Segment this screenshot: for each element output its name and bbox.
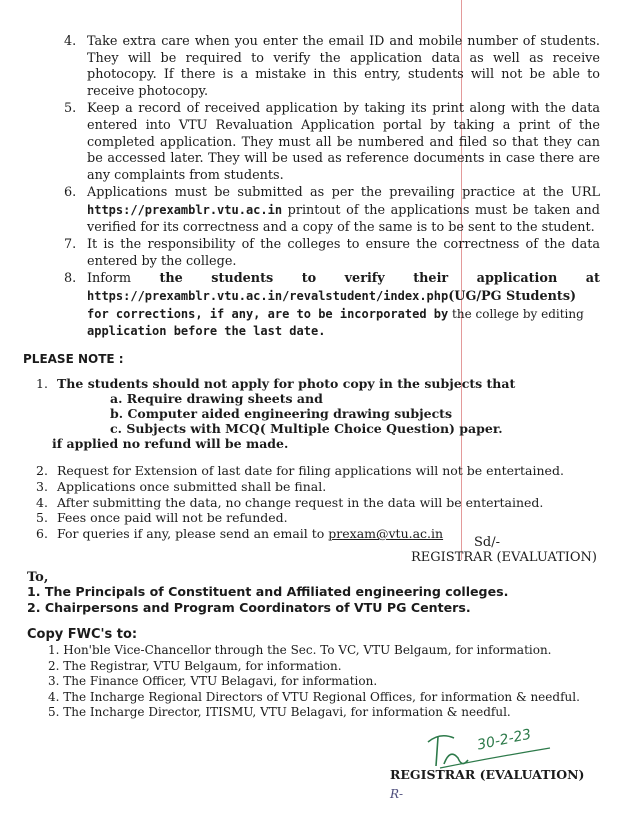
- instruction-item-4: 4. Take extra care when you enter the email ID and mobile number of students. They will be required to verify the application data as well as receive photocopy. If there is a mistake in this entry, students will not be able to receive photocopy.: [64, 34, 600, 99]
- exclusion-b: b. Computer aided engineering drawing subjects: [110, 406, 452, 421]
- to-item: 1. The Principals of Constituent and Affiliated engineering colleges.: [27, 584, 509, 599]
- no-refund-note: if applied no refund will be made.: [52, 436, 289, 451]
- copy-item: 1. Hon'ble Vice-Chancellor through the Sec. To VC, VTU Belgaum, for information.: [48, 643, 552, 657]
- instruction-item-6: 6. Applications must be submitted as per the prevailing practice at the URL https://prexamblr.vtu.ac.in printout of the applications must be taken and verified for its correctness and a copy of the same is to be sent to the student.: [64, 185, 600, 235]
- signature-title: REGISTRAR (EVALUATION): [411, 550, 597, 565]
- copy-item: 3. The Finance Officer, VTU Belagavi, for information.: [48, 674, 378, 688]
- copy-heading: Copy FWC's to:: [27, 627, 138, 642]
- copy-item: 5. The Incharge Director, ITISMU, VTU Belagavi, for information & needful.: [48, 705, 511, 719]
- portal-url[interactable]: https://prexamblr.vtu.ac.in: [87, 202, 283, 217]
- copy-item: 4. The Incharge Regional Directors of VTU Regional Offices, for information & needful.: [48, 689, 580, 704]
- exclusion-c: c. Subjects with MCQ( Multiple Choice Question) paper.: [110, 421, 503, 436]
- handwritten-initial: R-: [390, 787, 404, 801]
- instruction-item-5: 5. Keep a record of received application by taking its print along with the data entered into VTU Revaluation Application portal by taking a print of the completed application. They must all be numbered and filed so that they can be accessed later. They will be used as reference documents in case there are any complaints from students.: [64, 101, 600, 183]
- instruction-list: [64, 34, 600, 341]
- please-note-block: 1. The students should not apply for photo copy in the subjects that a. Require drawing sheets and b. Computer aided engineering drawing subjects c. Subjects with MCQ( Multiple Choice Question) paper. if applied no refund will be made.: [36, 376, 596, 451]
- to-heading: To,: [27, 570, 49, 585]
- registrar-title: REGISTRAR (EVALUATION): [390, 767, 585, 782]
- inform-line: Inform the students to verify their application at: [87, 271, 600, 287]
- please-note-heading: PLEASE NOTE :: [23, 352, 124, 366]
- notes-list: 2. Request for Extension of last date for filing applications will not be entertained. 3. Applications once submitted shall be final. 4. After submitting the data, no change request in the data will be entertained. 5. Fees once paid will not be refunded. 6. For queries if any, please send an email to prexam@vtu.ac.in: [36, 463, 564, 542]
- to-list: [27, 584, 508, 615]
- exclusion-a: a. Require drawing sheets and: [110, 391, 323, 406]
- signature-sd: Sd/-: [474, 535, 500, 550]
- revaluation-url[interactable]: https://prexamblr.vtu.ac.in/revalstudent/index.php: [87, 288, 449, 303]
- copy-list: [48, 643, 580, 721]
- to-item: 2. Chairpersons and Program Coordinators of VTU PG Centers.: [27, 599, 471, 615]
- instruction-item-8: 8. Inform the students to verify their application at https://prexamblr.vtu.ac.in/revalstudent/index.php(UG/PG Students) for corrections, if any, are to be incorporated by the college by editing application before the last date.: [64, 271, 600, 339]
- copy-item: 2. The Registrar, VTU Belgaum, for information.: [48, 658, 342, 673]
- handwritten-date: 30-2-23: [475, 726, 533, 754]
- instruction-item-7: 7. It is the responsibility of the colleges to ensure the correctness of the data entered by the college.: [64, 237, 600, 269]
- query-email-link[interactable]: prexam@vtu.ac.in: [328, 526, 444, 542]
